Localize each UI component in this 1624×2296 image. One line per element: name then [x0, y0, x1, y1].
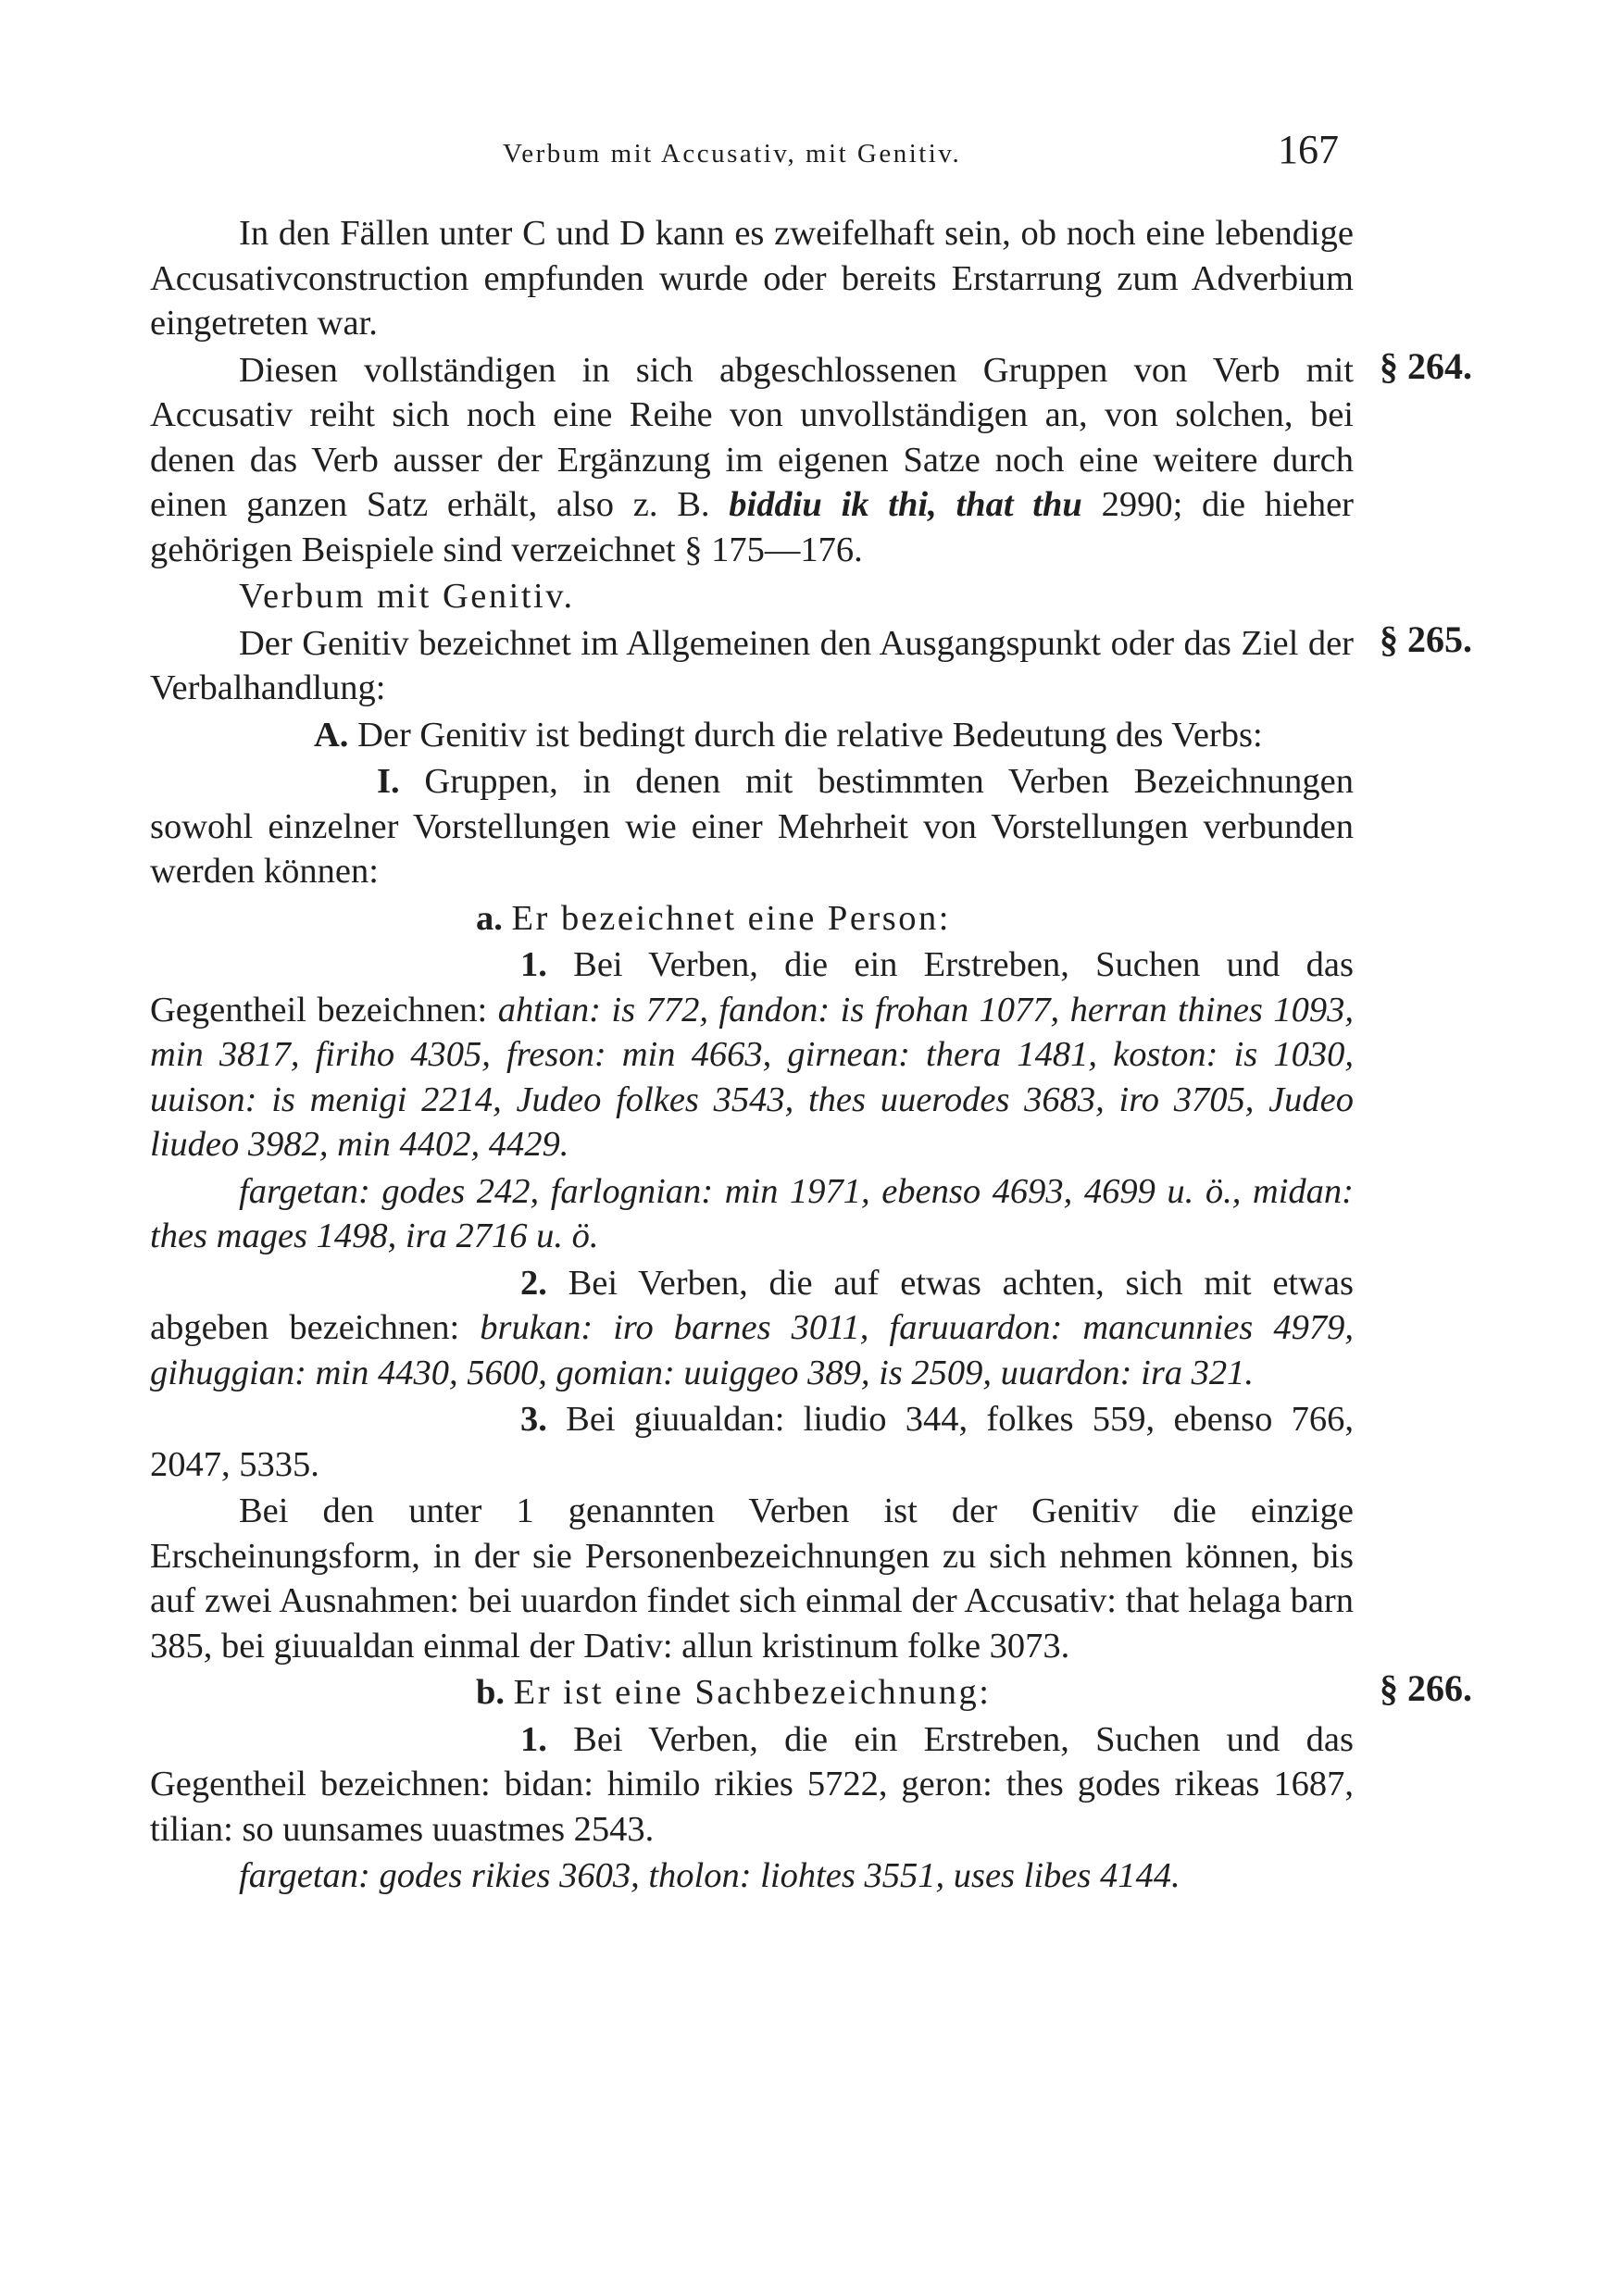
paragraph-3 [150, 1397, 1354, 1487]
label-A: A. [314, 715, 349, 755]
paragraph-a-text: Er bezeichnet eine Person: [511, 898, 951, 938]
label-1: 1. [520, 945, 547, 984]
paragraph-264-tail: 2990; die hieher gehörigen Beispiele sind verzeichnet § 175—176. [150, 485, 1354, 569]
paragraph-I [150, 759, 1354, 894]
paragraph-c-d: In den Fällen unter C und D kann es zweifelhaft sein, ob noch eine lebendige Accusativconstruction empfunden wurde oder bereits Erstarrung zum Adverbium eingetreten war. [150, 214, 1354, 343]
label-a: a. [476, 898, 503, 938]
margin-section-266: § 266. [1380, 1667, 1472, 1709]
paragraph-1 [150, 942, 1354, 1167]
page-body [150, 211, 1472, 1901]
paragraph-1-text: Bei Verben, die ein Erstreben, Suchen und das Gegentheil bezeichnen: [150, 945, 1355, 1029]
section-266 [150, 1667, 1472, 1716]
paragraph-A [150, 713, 1354, 758]
paragraph-b1 [150, 1717, 1354, 1853]
page-header [0, 126, 1624, 181]
running-head: Verbum mit Accusativ, mit Genitiv. [503, 139, 962, 168]
paragraph-264-text: Diesen vollständigen in sich abgeschlossenen Gruppen von Verb mit Accusativ reiht sich noch eine Reihe von unvollständigen an, von solchen, bei denen das Verb ausser der Ergänzung im eigenen Satze noch eine weitere durch einen ganzen Satz erhält, also z. B. [150, 350, 1354, 524]
margin-section-264: § 264. [1380, 344, 1472, 387]
label-2: 2. [520, 1263, 547, 1303]
paragraph-b1-text: Bei Verben, die ein Erstreben, Suchen und das Gegentheil bezeichnen: bidan: himilo rikies 5722, geron: thes godes rikeas 1687, tilian: so uunsames uuastmes 2543. [150, 1719, 1355, 1849]
section-264 [150, 344, 1472, 573]
paragraph-264-example: biddiu ik thi, that thu [729, 485, 1082, 524]
paragraph-265: Der Genitiv bezeichnet im Allgemeinen den Ausgangspunkt oder das Ziel der Verbalhandlung: [150, 623, 1354, 707]
margin-section-265: § 265. [1380, 618, 1472, 660]
heading-verbum-mit-genitiv: Verbum mit Genitiv. [239, 577, 575, 616]
paragraph-1b: fargetan: godes 242, farlognian: min 1971, ebenso 4693, 4699 u. ö., midan: thes mages 1498, ira 2716 u. ö. [150, 1171, 1354, 1255]
paragraph-b [150, 1670, 1354, 1716]
label-I: I. [377, 762, 400, 801]
paragraph-3-text: Bei giuualdan: liudio 344, folkes 559, ebenso 766, 2047, 5335. [150, 1400, 1354, 1484]
paragraph-b2: fargetan: godes rikies 3603, tholon: liohtes 3551, uses libes 4144. [239, 1856, 1181, 1895]
paragraph-b-text: Er ist eine Sachbezeichnung: [513, 1673, 992, 1712]
paragraph-2 [150, 1261, 1354, 1396]
paragraph-remark: Bei den unter 1 genannten Verben ist der Genitiv die einzige Erscheinungsform, in der sie Personenbezeichnungen zu sich nehmen können, bis auf zwei Ausnahmen: bei uuardon findet sich einmal der Accusativ: that helaga barn 385, bei giuualdan einmal der Dativ: allun kristinum folke 3073. [150, 1491, 1354, 1666]
label-b1: 1. [520, 1719, 547, 1759]
paragraph-I-text: Gruppen, in denen mit bestimmten Verben Bezeichnungen sowohl einzelner Vorstellungen wie einer Mehrheit von Vorstellungen verbunden werden können: [150, 762, 1354, 891]
paragraph-a [150, 896, 1354, 942]
label-3: 3. [520, 1400, 547, 1439]
page-number: 167 [1278, 127, 1339, 172]
section-265 [150, 618, 1472, 711]
paragraph-264 [150, 348, 1354, 573]
paragraph-2-text: Bei Verben, die auf etwas achten, sich mit etwas abgeben bezeichnen: [150, 1263, 1354, 1347]
label-b: b. [476, 1673, 506, 1712]
paragraph-A-text: Der Genitiv ist bedingt durch die relative Bedeutung des Verbs: [357, 715, 1263, 755]
paragraph-1-citations: ahtian: is 772, fandon: is frohan 1077, herran thines 1093, min 3817, firiho 4305, freson: min 4663, girnean: thera 1481, koston: is 1030, uuison: is menigi 2214, Judeo folkes 3543, thes uuerodes 3683, iro 3705, Judeo liudeo 3982, min 4402, 4429. [150, 990, 1355, 1164]
paragraph-2-citations: brukan: iro barnes 3011, faruuardon: mancunnies 4979, gihuggian: min 4430, 5600, gomian: uuiggeo 389, is 2509, uuardon: ira 321. [150, 1308, 1354, 1392]
